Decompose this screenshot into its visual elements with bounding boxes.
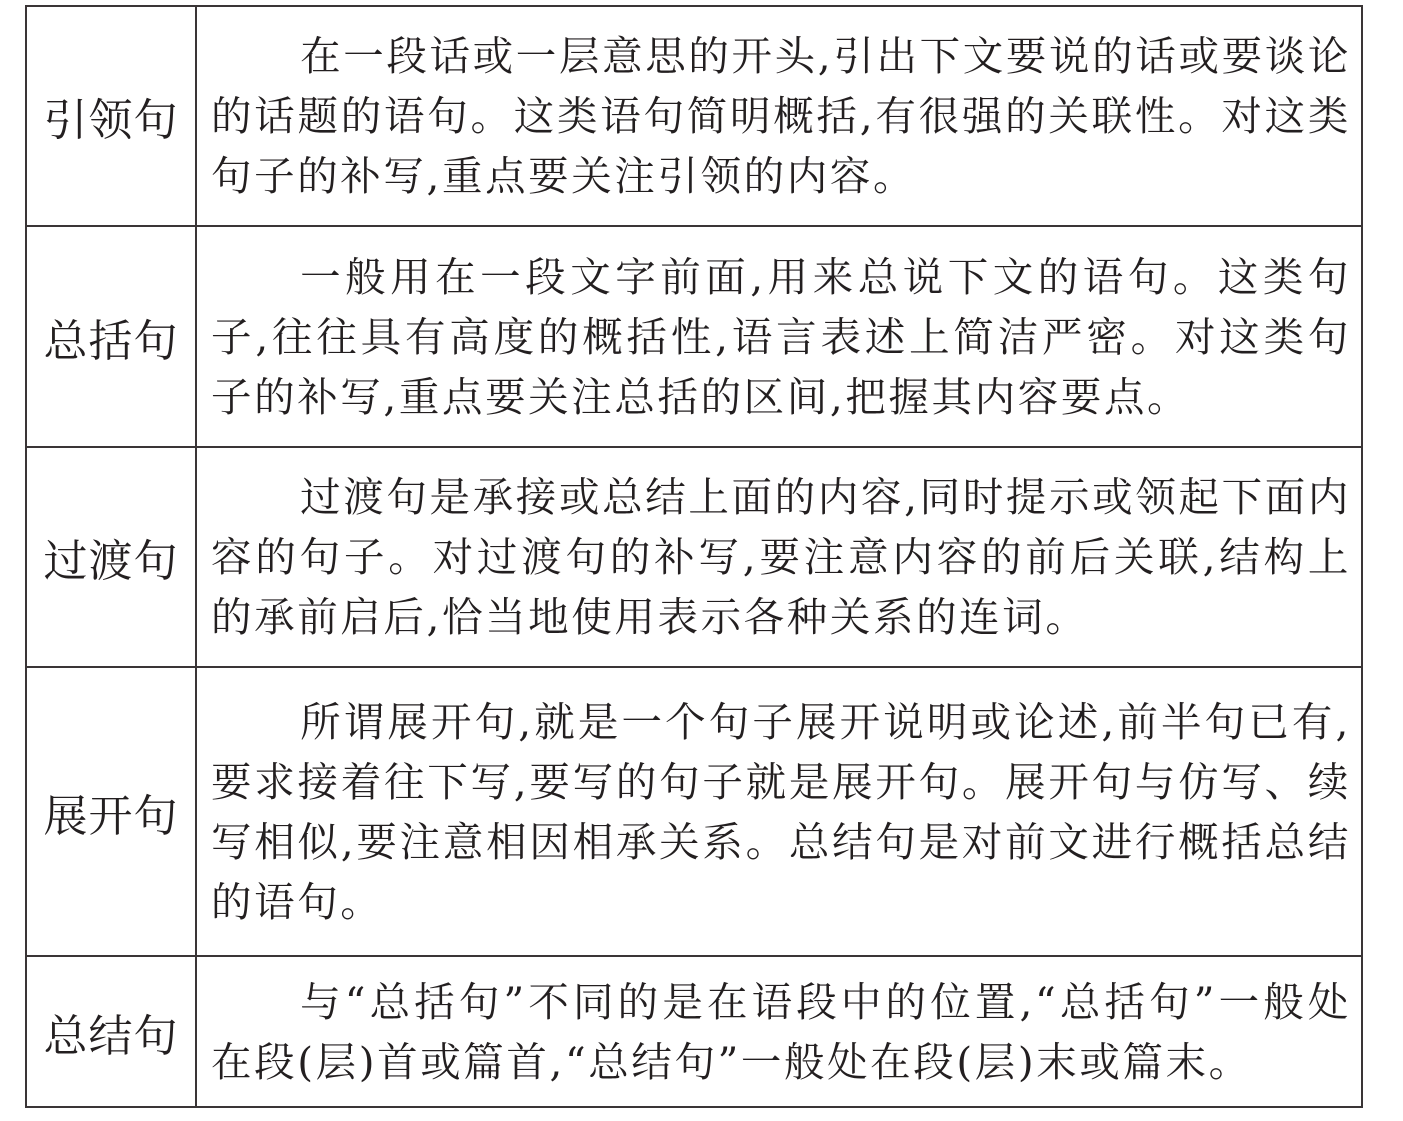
term-cell: [26, 667, 196, 956]
table-row: [26, 956, 1362, 1107]
description-cell: [196, 667, 1362, 956]
table-body: [26, 6, 1362, 1107]
term-description: 在一段话或一层意思的开头,引出下文要说的话或要谈论的话题的语句。这类语句简明概括,有很强的关联性。对这类句子的补写,重点要关注引领的内容。: [211, 32, 1351, 200]
term-cell: [26, 447, 196, 667]
term-description: 所谓展开句,就是一个句子展开说明或论述,前半句已有,要求接着往下写,要写的句子就是展开句。展开句与仿写、续写相似,要注意相因相承关系。总结句是对前文进行概括总结的语句。: [211, 697, 1351, 926]
description-cell: [196, 226, 1362, 447]
sentence-types-table: [25, 5, 1363, 1108]
term-label: 总结句: [43, 1010, 179, 1062]
term-cell: [26, 956, 196, 1107]
table-row: [26, 226, 1362, 447]
description-cell: [196, 956, 1362, 1107]
term-label: 引领句: [43, 95, 179, 146]
term-description: 一般用在一段文字前面,用来总说下文的语句。这类句子,往往具有高度的概括性,语言表述上简洁严密。对这类句子的补写,重点要关注总括的区间,把握其内容要点。: [211, 252, 1351, 421]
term-cell: [26, 226, 196, 447]
description-cell: [196, 6, 1362, 226]
term-description: 过渡句是承接或总结上面的内容,同时提示或领起下面内容的句子。对过渡句的补写,要注意内容的前后关联,结构上的承前启后,恰当地使用表示各种关系的连词。: [211, 473, 1351, 641]
description-cell: [196, 447, 1362, 667]
term-label: 总括句: [43, 315, 179, 367]
table-row: [26, 447, 1362, 667]
table-row: [26, 667, 1362, 956]
term-cell: [26, 6, 196, 226]
term-label: 过渡句: [43, 536, 179, 587]
term-label: 展开句: [43, 790, 179, 842]
term-description: 与“总括句”不同的是在语段中的位置,“总括句”一般处在段(层)首或篇首,“总结句”一般处在段(层)末或篇末。: [211, 977, 1351, 1086]
table-row: [26, 6, 1362, 226]
